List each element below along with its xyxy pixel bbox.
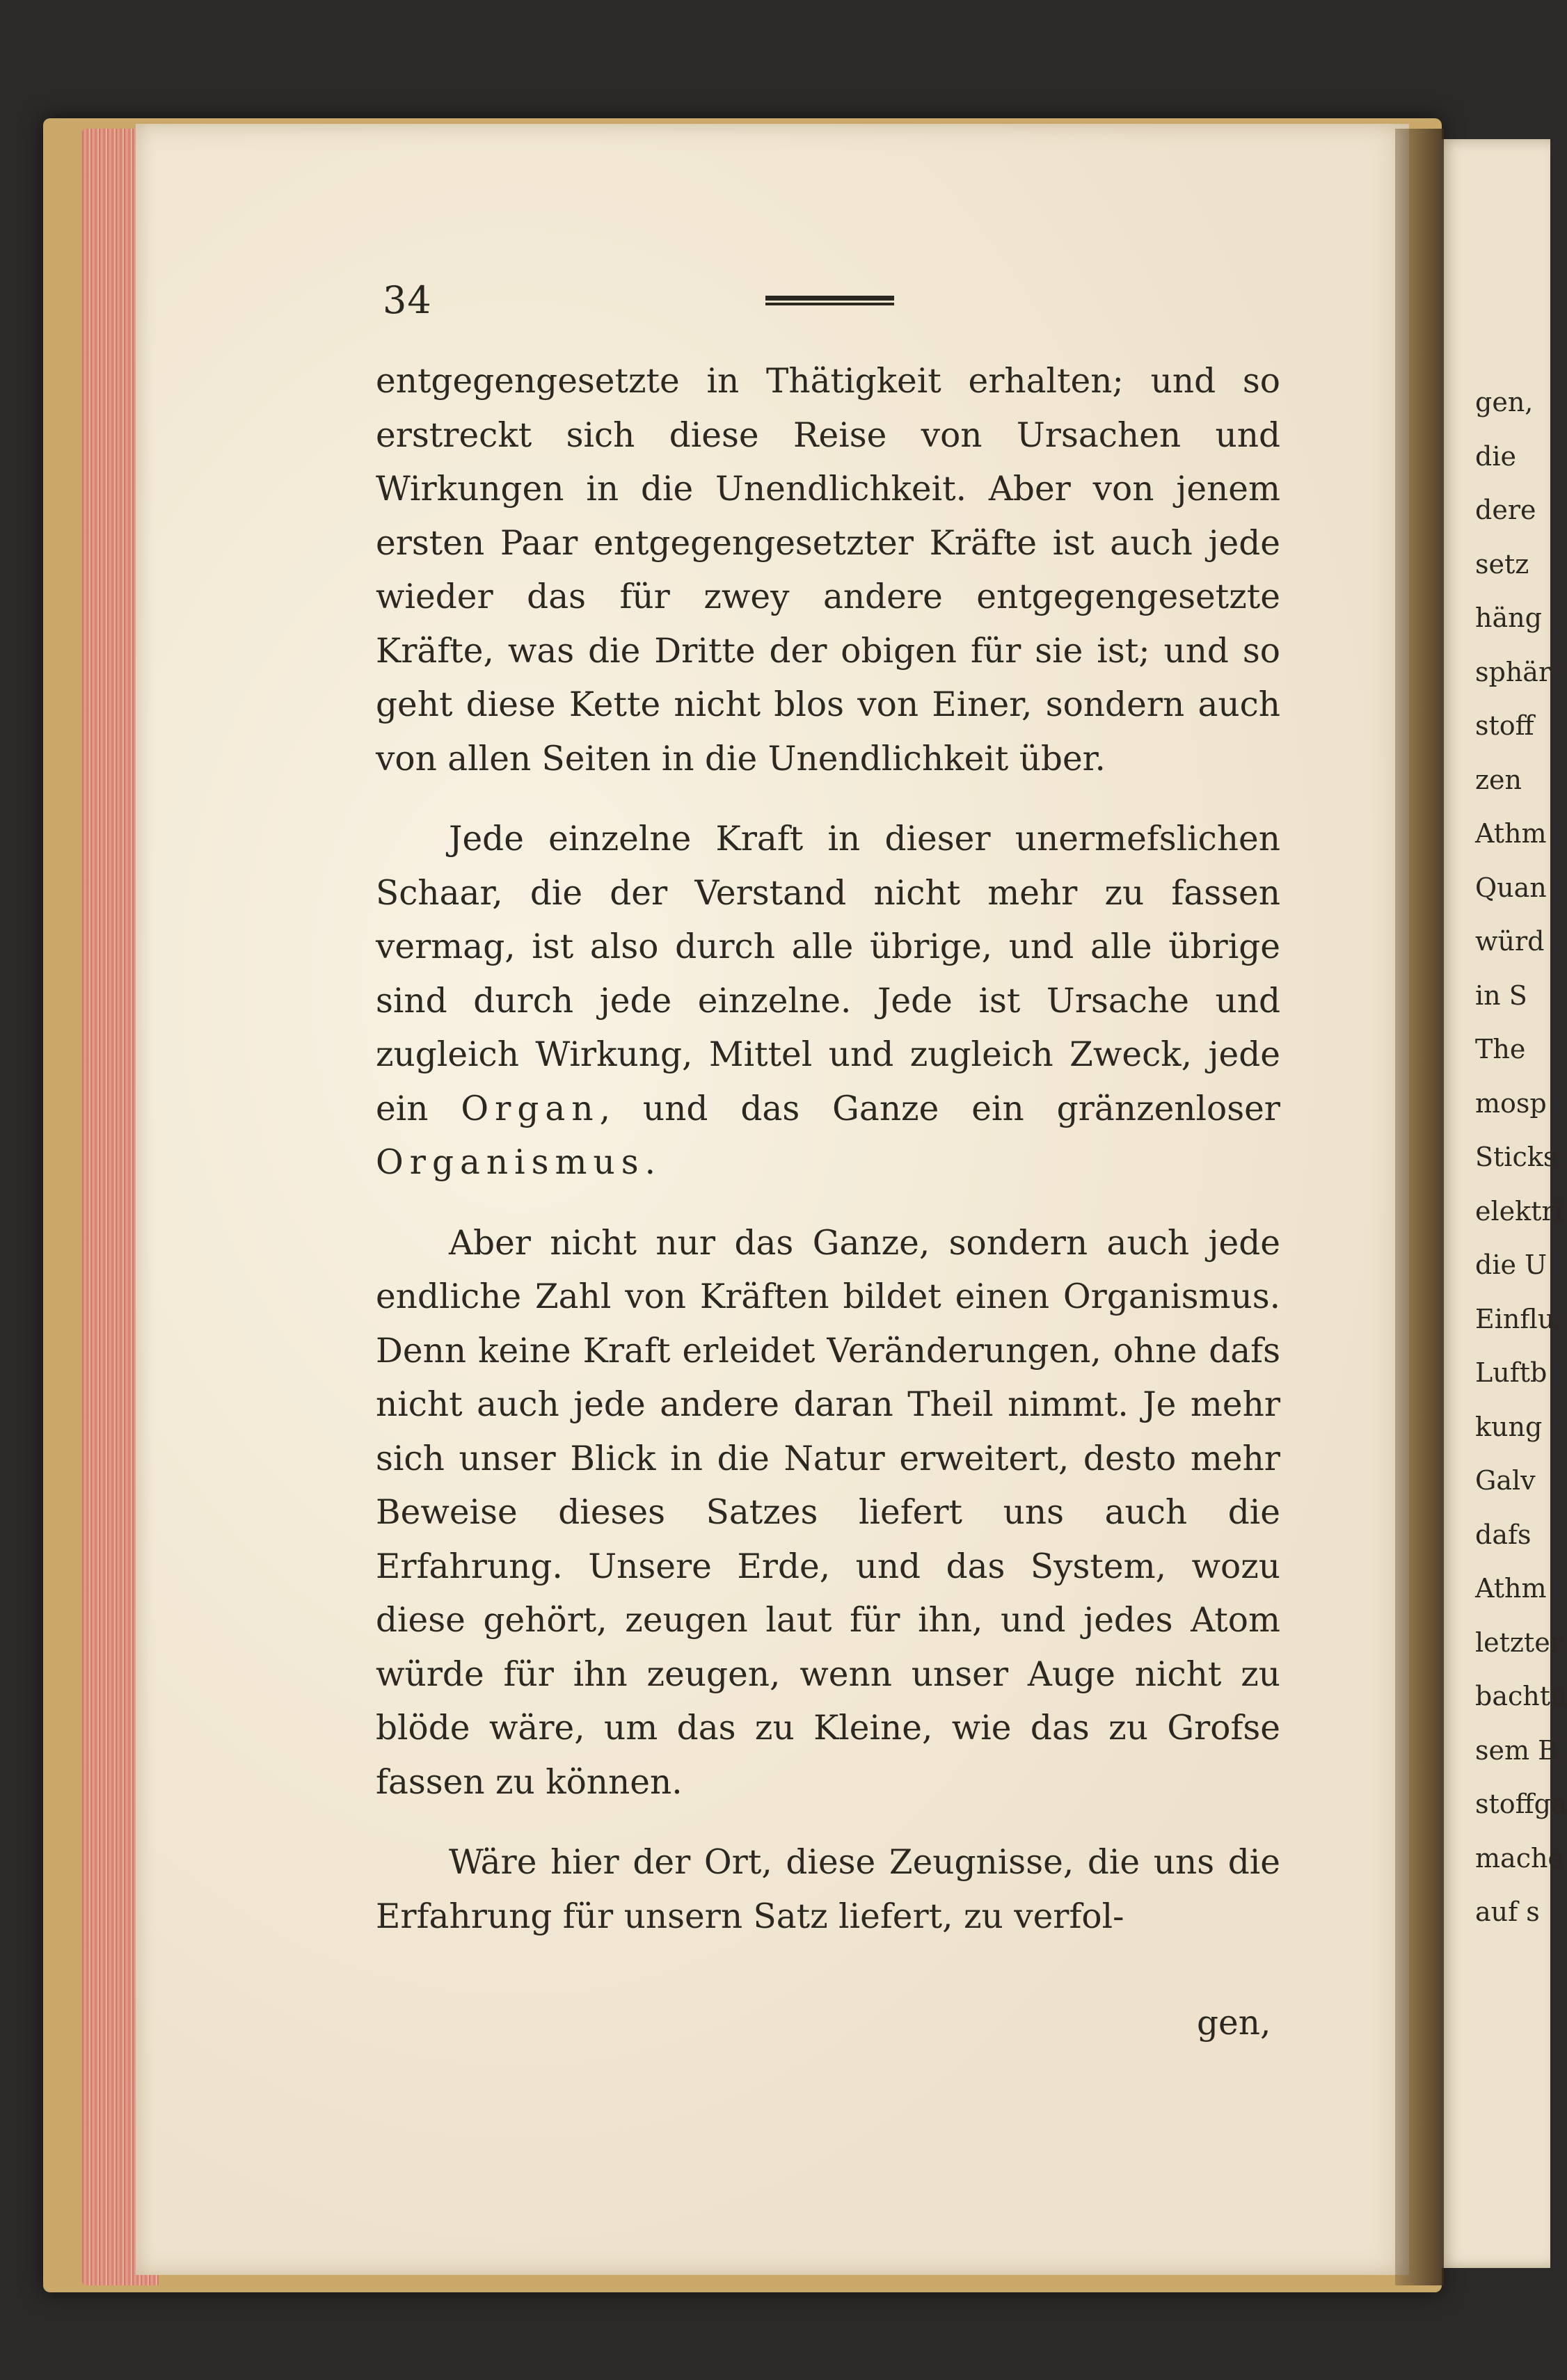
- gutter-shadow: [1395, 129, 1444, 2285]
- facing-line: zen: [1475, 764, 1522, 795]
- paragraph: Wäre hier der Ort, diese Zeugnisse, die uns die Erfahrung für unsern Satz liefert, zu verfol-: [376, 1843, 1280, 1936]
- facing-line: Athm: [1475, 1573, 1547, 1604]
- facing-line: sem B: [1475, 1734, 1558, 1766]
- facing-line: mosp: [1475, 1087, 1547, 1119]
- facing-line: stoff: [1475, 710, 1534, 741]
- paragraph: entgegengesetzte in Thätigkeit erhalten; und so erstreckt sich diese Reise von Ursachen und Wirkungen in die Unendlichkeit. Aber von jenem ersten Paar entgegengesetzter Kräfte ist auch jede wieder das für zwey andere entgegengesetzte Kräfte, was die Dritte der obigen für sie ist; und so geht diese Kette nicht blos von Einer, sondern auch von allen Seiten in die Unendlichkeit über.: [376, 362, 1280, 778]
- facing-line: Athm: [1475, 818, 1547, 849]
- page-body: [376, 355, 1280, 1944]
- paragraph: Aber nicht nur das Ganze, sondern auch jede endliche Zahl von Kräften bildet einen Organismus. Denn keine Kraft erleidet Veränderungen, ohne dafs nicht auch jede andere daran Theil nimmt. Je mehr sich unser Blick in die Natur erweitert, desto mehr Beweise dieses Satzes liefert uns auch die Erfahrung. Unsere Erde, und das System, wozu diese gehört, zeugen laut für ihn, und jedes Atom würde für ihn zeugen, wenn unser Auge nicht zu blöde wäre, um das zu Kleine, wie das zu Grofse fassen zu können.: [376, 1223, 1280, 1802]
- facing-line: dafs: [1475, 1519, 1532, 1550]
- facing-line: Sticks: [1475, 1142, 1557, 1172]
- facing-line: würd: [1475, 926, 1545, 957]
- facing-line: mache: [1475, 1842, 1564, 1874]
- facing-line: gen,: [1475, 387, 1534, 417]
- header-rule: [765, 296, 894, 305]
- facing-line: häng: [1475, 602, 1542, 633]
- facing-line: sphär: [1475, 656, 1552, 687]
- facing-line: Galv: [1475, 1465, 1536, 1496]
- facing-line: The: [1475, 1034, 1526, 1064]
- facing-line: in S: [1475, 980, 1527, 1011]
- facing-line: kung: [1475, 1411, 1543, 1442]
- facing-line: dere: [1475, 495, 1536, 525]
- paragraph: [376, 813, 1280, 1190]
- facing-line: letzter: [1475, 1627, 1563, 1658]
- facing-line: die U: [1475, 1249, 1548, 1280]
- facing-line: Quan: [1475, 872, 1547, 903]
- facing-page-text: [1475, 376, 1567, 1940]
- paragraph-text: Jede einzelne Kraft in dieser unermefslichen Schaar, die der Verstand nicht mehr zu fassen vermag, ist also durch alle übrige, und alle übrige sind durch jede einzelne. Jede ist Ursache und zugleich Wirkung, Mittel und zugleich Zweck, jede ein: [376, 820, 1280, 1128]
- facing-line: Einflu: [1475, 1303, 1555, 1334]
- page-number: 34: [383, 278, 432, 322]
- facing-line: bachtu: [1475, 1681, 1567, 1711]
- facing-line: setz: [1475, 548, 1529, 580]
- emphasis-organismus: Organismus.: [376, 1143, 662, 1182]
- facing-line: stoffga: [1475, 1789, 1567, 1819]
- facing-line: elektri: [1475, 1195, 1563, 1227]
- facing-line: die: [1475, 440, 1516, 472]
- paragraph-text: , und das Ganze ein gränzenloser: [599, 1089, 1280, 1128]
- emphasis-organ: Organ: [461, 1089, 600, 1128]
- catchword: gen,: [1197, 2004, 1271, 2043]
- facing-line: auf s: [1475, 1896, 1540, 1927]
- facing-line: Luftb: [1475, 1357, 1548, 1388]
